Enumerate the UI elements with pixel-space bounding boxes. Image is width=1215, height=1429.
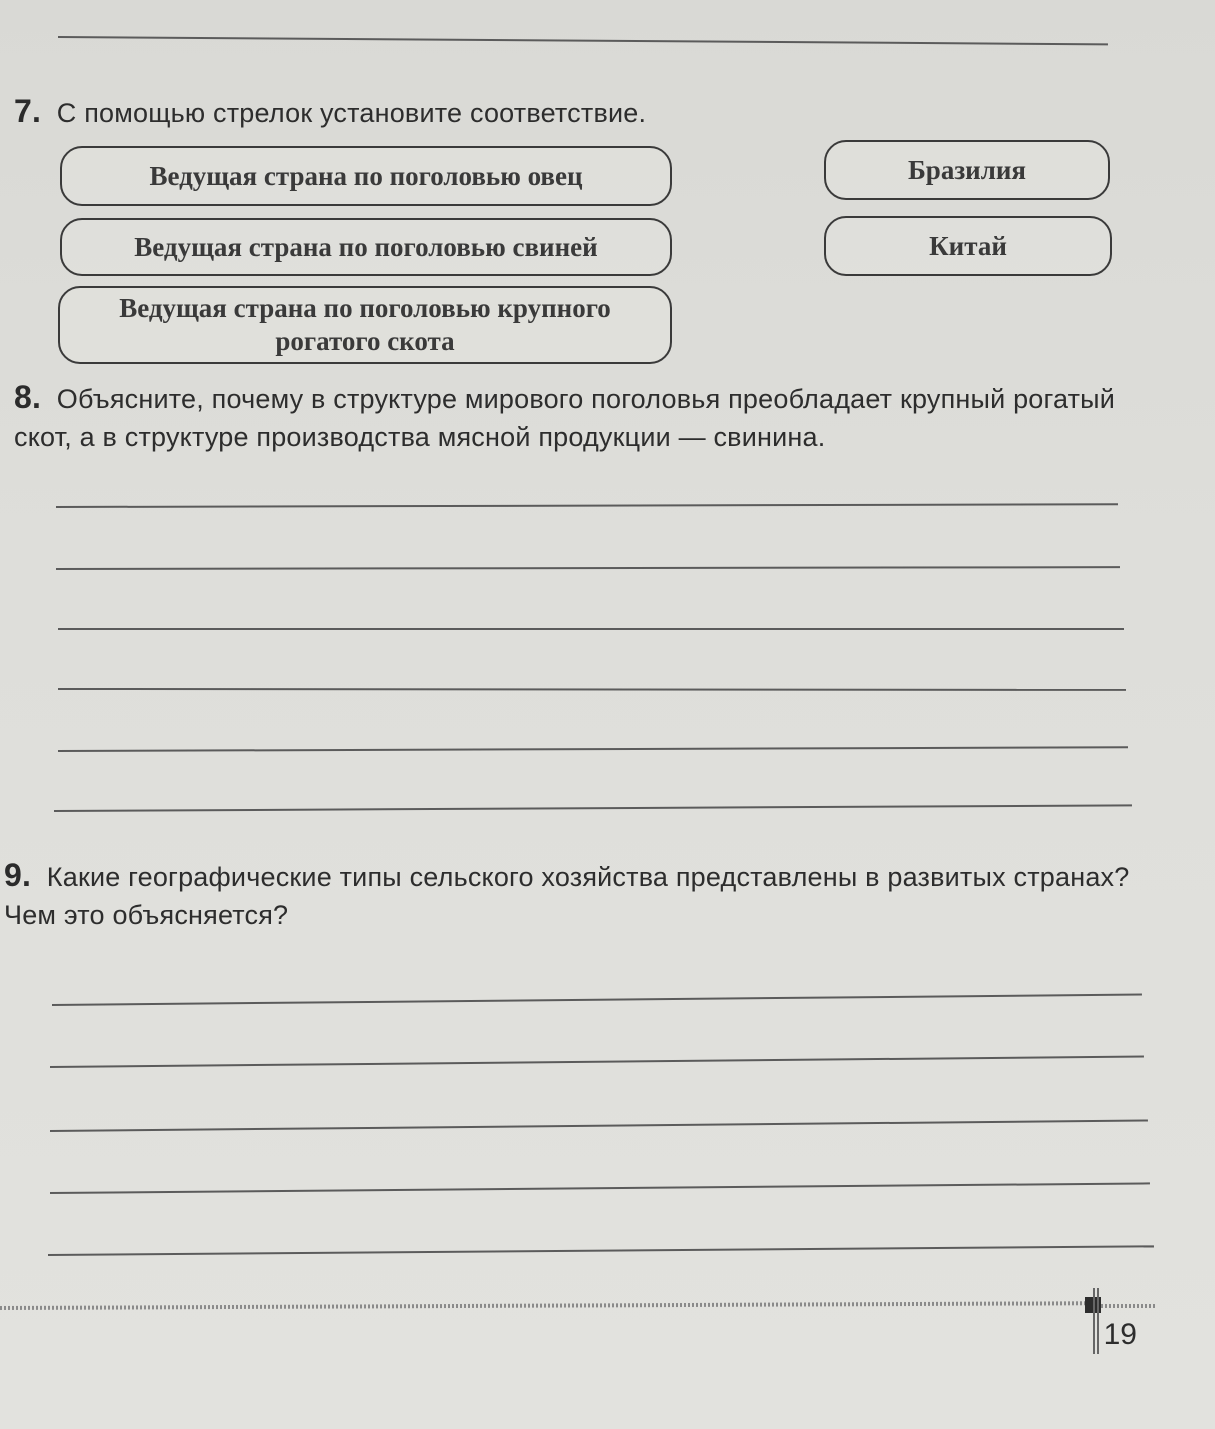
footer-vertical-bar — [1093, 1288, 1095, 1354]
match-left-pigs[interactable]: Ведущая страна по поголовью свиней — [60, 218, 672, 276]
match-right-china[interactable]: Китай — [824, 216, 1112, 276]
footer-vertical-bar — [1097, 1288, 1099, 1354]
footer-dotted-rule — [1101, 1304, 1157, 1308]
task-7-prompt — [14, 92, 1014, 132]
answer-line[interactable] — [58, 688, 1126, 691]
task-text: Объясните, почему в структуре мирового поголовья преобладает крупный рогатый скот, а в структуре производства мясной продукции — свинина. — [14, 384, 1116, 452]
answer-line[interactable] — [52, 994, 1142, 1006]
match-left-sheep[interactable]: Ведущая страна по поголовью овец — [60, 146, 672, 206]
answer-line[interactable] — [58, 36, 1108, 45]
answer-line[interactable] — [58, 746, 1128, 752]
page-number: 19 — [1103, 1318, 1137, 1351]
answer-line[interactable] — [54, 804, 1132, 812]
answer-line[interactable] — [50, 1182, 1150, 1194]
answer-line[interactable] — [56, 503, 1118, 508]
answer-line[interactable] — [48, 1245, 1154, 1256]
task-text: С помощью стрелок установите соответствие. — [56, 98, 647, 128]
task-text: Какие географические типы сельского хозяйства представлены в развитых странах? Чем это объясняется? — [4, 862, 1130, 930]
footer-dotted-rule — [0, 1301, 1085, 1310]
match-left-cattle[interactable]: Ведущая страна по поголовью крупного рогатого скота — [58, 286, 672, 364]
task-8-prompt — [14, 378, 1124, 456]
answer-line[interactable] — [50, 1119, 1148, 1132]
task-number: 7. — [14, 93, 42, 129]
match-right-brazil[interactable]: Бразилия — [824, 140, 1110, 200]
task-number: 9. — [4, 857, 32, 893]
answer-line[interactable] — [56, 566, 1120, 570]
answer-line[interactable] — [58, 628, 1124, 630]
task-9-prompt — [4, 856, 1144, 934]
task-number: 8. — [14, 379, 42, 415]
answer-line[interactable] — [50, 1055, 1144, 1068]
